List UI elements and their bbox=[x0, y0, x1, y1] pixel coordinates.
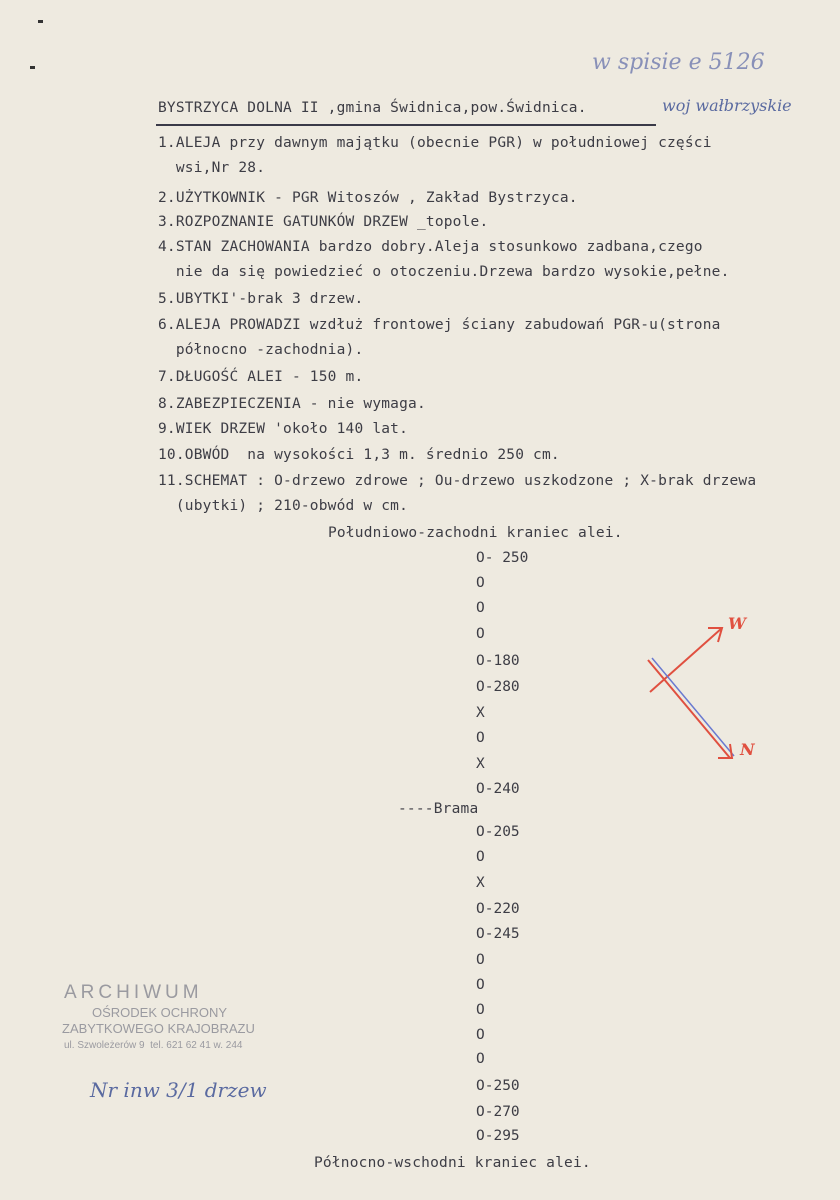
tree-entry: X bbox=[476, 705, 485, 721]
item-line: północno -zachodnia). bbox=[158, 342, 364, 358]
item-line: wsi,Nr 28. bbox=[158, 160, 266, 176]
stamp-line-3: ZABYTKOWEGO KRAJOBRAZU bbox=[62, 1021, 255, 1036]
item-line: 6.ALEJA PROWADZI wzdłuż frontowej ściany zabudowań PGR-u(strona bbox=[158, 317, 721, 333]
stamp-line-4: ul. Szwoleżerów 9 tel. 621 62 41 w. 244 bbox=[64, 1040, 243, 1051]
annotation-inventory-number: Nr inw 3/1 drzew bbox=[90, 1078, 267, 1102]
tree-entry: O-205 bbox=[476, 824, 520, 840]
item-line: 4.STAN ZACHOWANIA bardzo dobry.Aleja stosunkowo zadbana,czego bbox=[158, 239, 703, 255]
item-line: 11.SCHEMAT : O-drzewo zdrowe ; Ou-drzewo uszkodzone ; X-brak drzewa bbox=[158, 473, 757, 489]
tree-entry: O-270 bbox=[476, 1104, 520, 1120]
tree-entry: O-245 bbox=[476, 926, 520, 942]
tree-entry: O-250 bbox=[476, 1078, 520, 1094]
item-line: nie da się powiedzieć o otoczeniu.Drzewa bardzo wysokie,pełne. bbox=[158, 264, 730, 280]
stamp-line-2: OŚRODEK OCHRONY bbox=[92, 1005, 228, 1020]
punch-mark-upper bbox=[30, 66, 35, 69]
item-line: 5.UBYTKI'-brak 3 drzew. bbox=[158, 291, 364, 307]
tree-entry: O-180 bbox=[476, 653, 520, 669]
document-header: BYSTRZYCA DOLNA II ,gmina Świdnica,pow.Świdnica. bbox=[158, 100, 587, 116]
compass-west-label: W bbox=[728, 614, 746, 633]
tree-entry: O bbox=[476, 1002, 485, 1018]
tree-entry: X bbox=[476, 756, 485, 772]
stamp-title: ARCHIWUM bbox=[64, 982, 203, 1003]
tree-entry: O bbox=[476, 626, 485, 642]
tree-entry: O bbox=[476, 1027, 485, 1043]
tree-entry: O-295 bbox=[476, 1128, 520, 1144]
tree-entry: X bbox=[476, 875, 485, 891]
tree-entry: O bbox=[476, 575, 485, 591]
tree-entry: O bbox=[476, 600, 485, 616]
item-line: 9.WIEK DRZEW 'około 140 lat. bbox=[158, 421, 409, 437]
item-line: (ubytki) ; 210-obwód w cm. bbox=[158, 498, 409, 514]
item-line: 8.ZABEZPIECZENIA - nie wymaga. bbox=[158, 396, 426, 412]
header-underline bbox=[156, 124, 656, 126]
annotation-inventory-list: w spisie e 5126 bbox=[592, 50, 765, 75]
tree-entry: O-220 bbox=[476, 901, 520, 917]
tree-entry: O bbox=[476, 849, 485, 865]
item-line: 7.DŁUGOŚĆ ALEI - 150 m. bbox=[158, 369, 364, 385]
compass-north-label: N bbox=[740, 740, 755, 759]
annotation-voivodeship: woj wałbrzyskie bbox=[662, 96, 792, 115]
tree-entry: O-240 bbox=[476, 781, 520, 797]
item-line: 10.OBWÓD na wysokości 1,3 m. średnio 250 cm. bbox=[158, 447, 560, 463]
tree-entry: O- 250 bbox=[476, 550, 529, 566]
tree-entry: O-280 bbox=[476, 679, 520, 695]
tree-entry: O bbox=[476, 1051, 485, 1067]
tree-entry: O bbox=[476, 952, 485, 968]
item-line: 2.UŻYTKOWNIK - PGR Witoszów , Zakład Bystrzyca. bbox=[158, 190, 578, 206]
tree-entry: O bbox=[476, 730, 485, 746]
item-line: 1.ALEJA przy dawnym majątku (obecnie PGR) w południowej części bbox=[158, 135, 712, 151]
item-line: 3.ROZPOZNANIE GATUNKÓW DRZEW _topole. bbox=[158, 214, 489, 230]
tree-entry: O bbox=[476, 977, 485, 993]
schema-bottom-label: Północno-wschodni kraniec alei. bbox=[314, 1155, 591, 1171]
punch-mark-top bbox=[38, 20, 43, 23]
schema-top-label: Południowo-zachodni kraniec alei. bbox=[328, 525, 623, 541]
gate-label: ----Brama bbox=[398, 801, 479, 817]
